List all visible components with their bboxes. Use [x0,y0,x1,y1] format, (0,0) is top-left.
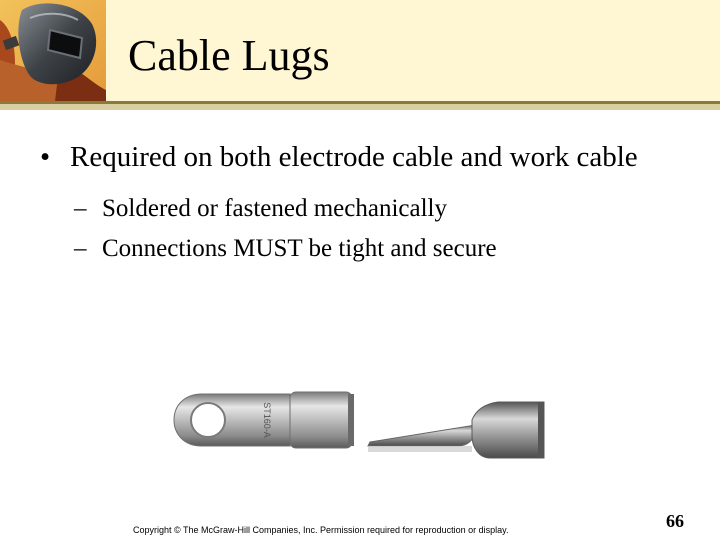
sub-bullet-text: Soldered or fastened mechanically [102,195,447,222]
dash-marker: – [74,195,87,222]
sub-bullet-text: Connections MUST be tight and secure [102,235,497,262]
cable-lug-photo [172,380,552,460]
sub-bullet-item [40,229,660,269]
slide-title: Cable Lugs [128,31,330,80]
dash-marker: – [74,235,87,262]
welder-helmet-image [0,0,106,101]
lug-marking: ST160-A [262,402,272,438]
header-rule-shadow [0,104,720,110]
copyright-notice: Copyright © The McGraw-Hill Companies, Inc. Permission required for reproduction or display. [133,525,509,535]
bullet-item [40,140,660,175]
lug-side-view [368,402,544,458]
lug-front-view [174,392,354,448]
bullet-list [40,140,660,269]
sub-bullet-list [40,189,660,269]
sub-bullet-item [40,189,660,229]
header-band [0,0,720,104]
bullet-text: Required on both electrode cable and work cable [70,141,638,173]
bullet-marker: • [40,141,51,173]
page-number: 66 [666,511,684,531]
